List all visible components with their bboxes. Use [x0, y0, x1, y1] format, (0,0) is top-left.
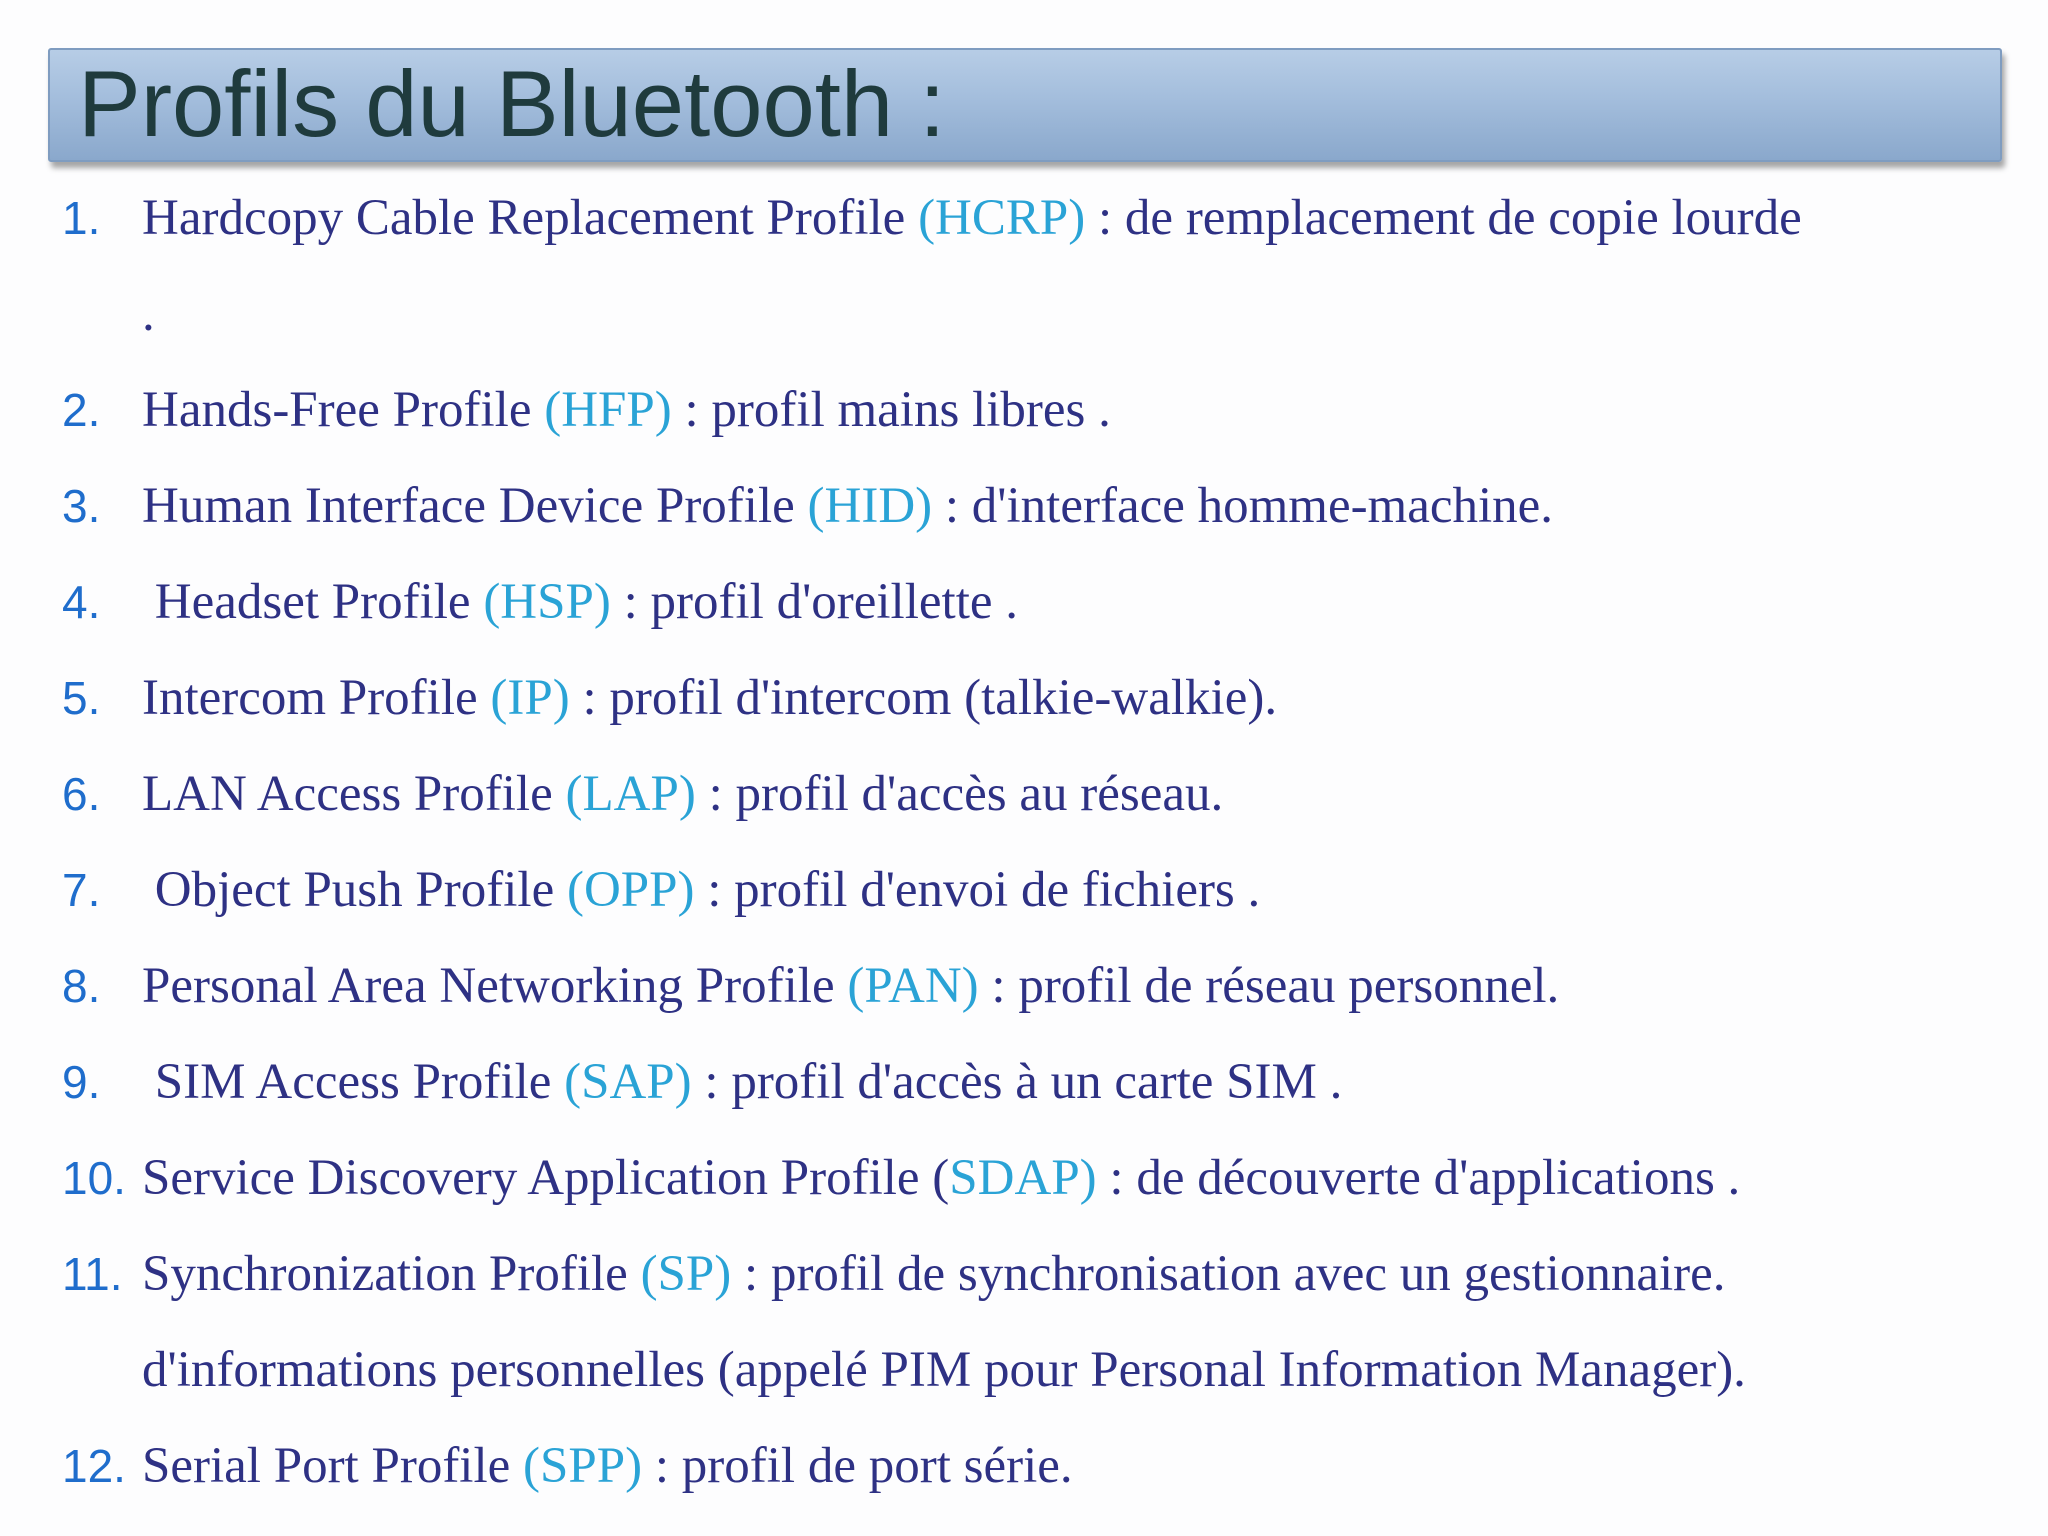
profile-abbreviation: (SPP) — [523, 1438, 643, 1494]
profile-name: SIM Access Profile — [142, 1054, 552, 1110]
item-number: 5. — [62, 672, 101, 724]
profile-description: : de remplacement de copie lourde — [1085, 190, 1802, 246]
profile-description: : profil de synchronisation avec un gestionnaire. — [731, 1246, 1726, 1302]
list-item — [62, 1042, 1342, 1122]
list-item — [62, 1138, 1740, 1218]
profile-abbreviation: (LAP) — [565, 766, 696, 822]
profile-description: : profil de port série. — [642, 1438, 1073, 1494]
item-number: 12. — [62, 1440, 126, 1492]
list-item — [62, 1426, 1073, 1506]
profile-name: Service Discovery Application Profile ( — [142, 1150, 950, 1206]
profile-abbreviation: (SP) — [640, 1246, 732, 1302]
profile-abbreviation: (HSP) — [483, 574, 611, 630]
profile-name: Synchronization Profile — [142, 1246, 628, 1302]
profile-abbreviation: (PAN) — [847, 958, 979, 1014]
profile-name: Personal Area Networking Profile — [142, 958, 835, 1014]
profile-description: : profil d'accès au réseau. — [695, 766, 1224, 822]
list-item — [62, 178, 1802, 258]
list-item — [62, 466, 1553, 546]
profile-description: : profil de réseau personnel. — [978, 958, 1560, 1014]
profile-name: Object Push Profile — [142, 862, 555, 918]
list-item — [62, 562, 1018, 642]
profile-name: Human Interface Device Profile — [142, 478, 795, 534]
item-number: 3. — [62, 480, 101, 532]
item-number: 8. — [62, 960, 101, 1012]
profile-description: : profil d'envoi de fichiers . — [694, 862, 1261, 918]
profile-abbreviation: (HID) — [807, 478, 933, 534]
list-item — [62, 754, 1223, 834]
item-number: 7. — [62, 864, 101, 916]
profile-name: LAN Access Profile — [142, 766, 553, 822]
profile-name: Hardcopy Cable Replacement Profile — [142, 190, 906, 246]
profile-name: Serial Port Profile — [142, 1438, 511, 1494]
list-item — [62, 370, 1111, 450]
profile-description: : profil d'intercom (talkie-walkie). — [569, 670, 1278, 726]
profile-abbreviation: (OPP) — [566, 862, 695, 918]
list-item — [62, 1234, 1726, 1314]
profile-name: Intercom Profile — [142, 670, 478, 726]
profile-name: Headset Profile — [142, 574, 471, 630]
list-item — [62, 658, 1277, 738]
profile-abbreviation: (HFP) — [544, 382, 672, 438]
profile-description: : d'interface homme-machine. — [932, 478, 1554, 534]
profile-description: : profil d'accès à un carte SIM . — [691, 1054, 1343, 1110]
item-number: 4. — [62, 576, 101, 628]
profile-abbreviation: (SAP) — [564, 1054, 692, 1110]
item-number: 10. — [62, 1152, 126, 1204]
profile-description: : profil mains libres . — [671, 382, 1111, 438]
item-number: 6. — [62, 768, 101, 820]
profile-abbreviation: SDAP) — [949, 1150, 1097, 1206]
item-number: 11. — [62, 1248, 123, 1300]
list-item — [62, 946, 1559, 1026]
profile-abbreviation: (HCRP) — [918, 190, 1086, 246]
list-item-continuation: d'informations personnelles (appelé PIM pour Personal Information Manager). — [142, 1342, 1746, 1398]
item-number: 9. — [62, 1056, 101, 1108]
list-item — [62, 850, 1260, 930]
profile-description: : de découverte d'applications . — [1096, 1150, 1741, 1206]
slide-title: Profils du Bluetooth : — [78, 51, 946, 156]
list-item-continuation: . — [142, 286, 155, 342]
profile-name: Hands-Free Profile — [142, 382, 532, 438]
profile-description: : profil d'oreillette . — [610, 574, 1018, 630]
profile-abbreviation: (IP) — [490, 670, 570, 726]
item-number: 1. — [62, 192, 101, 244]
item-number: 2. — [62, 384, 101, 436]
